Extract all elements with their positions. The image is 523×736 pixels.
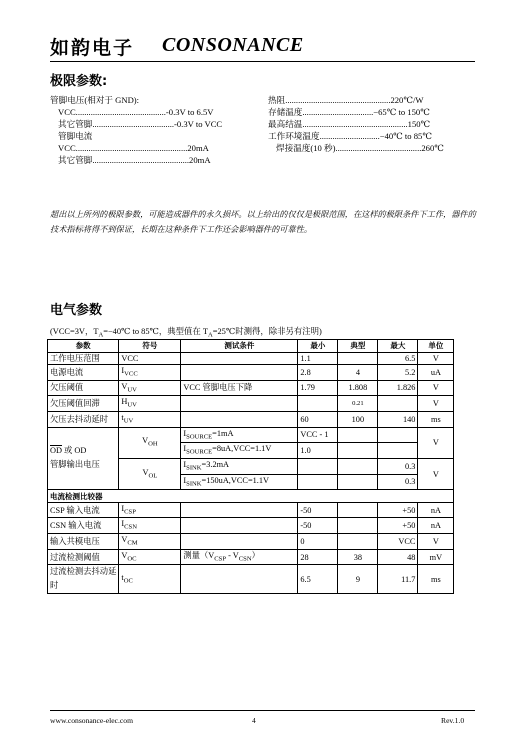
max-cell: 1.826: [378, 380, 418, 396]
elec-table: [47, 339, 454, 594]
abs-max-line: 焊接温度(10 秒)........................................260℃: [276, 143, 444, 153]
condition-cell: [181, 411, 298, 427]
table-row: [48, 411, 454, 427]
symbol-cell: VCC: [119, 352, 181, 365]
unit-cell: uA: [418, 365, 454, 381]
table-row: [48, 396, 454, 412]
symbol-cell: $V_{UV}$: [119, 380, 181, 396]
abs-max-title: 极限参数:: [50, 74, 108, 89]
table-row: [48, 380, 454, 396]
max-cell: +50: [378, 502, 418, 518]
condition-cell: [181, 502, 298, 518]
abs-max-line: 其它管脚......................................-0.3V to VCC: [58, 119, 223, 129]
typ-cell: [338, 518, 378, 534]
param-cell: CSP 输入电流: [48, 502, 119, 518]
table-row: [48, 534, 454, 550]
typ-cell: 100: [338, 411, 378, 427]
typ-cell: [338, 443, 378, 459]
table-row: [48, 365, 454, 381]
unit-cell: V: [418, 427, 454, 458]
symbol-cell: $H_{UV}$: [119, 396, 181, 412]
param-cell: 过流检测阈值: [48, 549, 119, 565]
condition-cell: [181, 396, 298, 412]
column-header: 符号: [119, 340, 181, 353]
min-cell: [298, 474, 338, 490]
unit-cell: mV: [418, 549, 454, 565]
elec-conditions: (VCC=3V，$T_A=-40℃$ to 85℃，典型值在 $T_A=25℃$时测得，除非另有注明): [50, 327, 322, 339]
typ-cell: 1.808: [338, 380, 378, 396]
company-logo-english: CONSONANCE: [162, 34, 304, 56]
abs-max-line: 热阻.................................................220℃/W: [268, 95, 424, 105]
param-cell: 电源电流: [48, 365, 119, 381]
table-section-row: [48, 490, 454, 503]
param-cell: 欠压阈值回滞: [48, 396, 119, 412]
max-cell: 5.2: [378, 365, 418, 381]
param-cell: 工作电压范围: [48, 352, 119, 365]
column-header: 最大: [378, 340, 418, 353]
elec-title: 电气参数: [50, 303, 103, 318]
symbol-cell: $V_{CM}$: [119, 534, 181, 550]
min-cell: 28: [298, 549, 338, 565]
unit-cell: V: [418, 396, 454, 412]
condition-cell: [181, 565, 298, 594]
table-row: [48, 518, 454, 534]
unit-cell: V: [418, 534, 454, 550]
column-header: 测试条件: [181, 340, 298, 353]
typ-cell: [338, 502, 378, 518]
column-header: 参数: [48, 340, 119, 353]
param-cell: 过流检测去抖动延 时: [48, 565, 119, 594]
typ-cell: 4: [338, 365, 378, 381]
param-cell: 欠压去抖动延时: [48, 411, 119, 427]
symbol-cell: $V_{OL}$: [119, 458, 181, 489]
max-cell: 0.3: [378, 474, 418, 490]
condition-cell: [181, 352, 298, 365]
param-cell: CSN 输入电流: [48, 518, 119, 534]
table-row: [48, 352, 454, 365]
param-cell: 欠压阈值: [48, 380, 119, 396]
min-cell: VCC - 1: [298, 427, 338, 443]
column-header: 典型: [338, 340, 378, 353]
abs-max-line: 管脚电压(相对于 GND):: [50, 95, 140, 105]
table-row: [48, 565, 454, 594]
abs-max-warning-note: 超出以上所列的极限参数，可能造成器件的永久损坏。以上给出的仅仅是极限范围，在这样的极限条件下工作，器件的技术指标将得不到保证，长期在这种条件下工作还会影响器件的可靠性。: [50, 209, 476, 234]
typ-cell: 9: [338, 565, 378, 594]
symbol-cell: $V_{OC}$: [119, 549, 181, 565]
min-cell: 1.79: [298, 380, 338, 396]
min-cell: -50: [298, 518, 338, 534]
param-cell: $\overline{OD}$ 或 OD 管脚输出电压: [48, 427, 119, 490]
abs-max-line: 工作环境温度............................−40℃ to 85℃: [268, 131, 432, 141]
footer-rule: [50, 710, 475, 711]
symbol-cell: $t_{OC}$: [119, 565, 181, 594]
section-title: 电流检测比较器: [48, 490, 454, 503]
revision-label: Rev.1.0: [441, 716, 465, 725]
condition-cell: $I_{SOURCE}=8uA,VCC=1.1V$: [181, 443, 298, 459]
min-cell: [298, 458, 338, 474]
unit-cell: V: [418, 380, 454, 396]
min-cell: 1.0: [298, 443, 338, 459]
max-cell: 48: [378, 549, 418, 565]
max-cell: 6.5: [378, 352, 418, 365]
max-cell: 11.7: [378, 565, 418, 594]
condition-cell: 测量$(V_{CSP} - V_{CSN})$: [181, 549, 298, 565]
column-header: 最小: [298, 340, 338, 353]
max-cell: VCC: [378, 534, 418, 550]
header-rule: [50, 61, 475, 62]
symbol-cell: $I_{VCC}$: [119, 365, 181, 381]
symbol-cell: $I_{CSP}$: [119, 502, 181, 518]
footer-url: www.consonance-elec.com: [50, 716, 134, 725]
abs-max-line: VCC..........................................-0.3V to 6.5V: [58, 107, 214, 117]
table-header-row: [48, 340, 454, 353]
min-cell: 1.1: [298, 352, 338, 365]
min-cell: -50: [298, 502, 338, 518]
abs-max-line: 存储温度.................................−65℃ to 150℃: [268, 107, 430, 117]
abs-max-line: 最高结温.................................................150℃: [268, 119, 431, 129]
condition-cell: [181, 518, 298, 534]
unit-cell: ms: [418, 411, 454, 427]
abs-max-right-column: [268, 94, 444, 154]
max-cell: +50: [378, 518, 418, 534]
abs-max-left-column: [50, 94, 222, 166]
min-cell: 2.8: [298, 365, 338, 381]
table-row: [48, 427, 454, 443]
param-cell: 输入共模电压: [48, 534, 119, 550]
company-logo-chinese: 如韵电子: [50, 37, 135, 59]
typ-cell: 38: [338, 549, 378, 565]
condition-cell: $I_{SINK}=150uA,VCC=1.1V$: [181, 474, 298, 490]
column-header: 单位: [418, 340, 454, 353]
abs-max-line: VCC....................................................20mA: [58, 143, 209, 153]
page-number: 4: [252, 716, 256, 725]
abs-max-line: 其它管脚.............................................20mA: [58, 155, 211, 165]
typ-cell: [338, 458, 378, 474]
table-row: [48, 549, 454, 565]
unit-cell: nA: [418, 518, 454, 534]
condition-cell: $I_{SINK}=3.2mA$: [181, 458, 298, 474]
unit-cell: nA: [418, 502, 454, 518]
condition-cell: VCC 管脚电压下降: [181, 380, 298, 396]
condition-cell: $I_{SOURCE}=1mA$: [181, 427, 298, 443]
max-cell: [378, 396, 418, 412]
table-row: [48, 502, 454, 518]
symbol-cell: $t_{UV}$: [119, 411, 181, 427]
max-cell: 140: [378, 411, 418, 427]
max-cell: [378, 427, 418, 443]
typ-cell: [338, 474, 378, 490]
min-cell: 6.5: [298, 565, 338, 594]
unit-cell: V: [418, 352, 454, 365]
condition-cell: [181, 534, 298, 550]
abs-max-line: 管脚电流: [58, 131, 93, 141]
typ-cell: [338, 352, 378, 365]
typ-cell: [338, 534, 378, 550]
max-cell: 0.3: [378, 458, 418, 474]
symbol-cell: $V_{OH}$: [119, 427, 181, 458]
min-cell: [298, 396, 338, 412]
max-cell: [378, 443, 418, 459]
unit-cell: ms: [418, 565, 454, 594]
unit-cell: V: [418, 458, 454, 489]
min-cell: 0: [298, 534, 338, 550]
typ-cell: 0.21: [338, 396, 378, 412]
min-cell: 60: [298, 411, 338, 427]
condition-cell: [181, 365, 298, 381]
symbol-cell: $I_{CSN}$: [119, 518, 181, 534]
typ-cell: [338, 427, 378, 443]
